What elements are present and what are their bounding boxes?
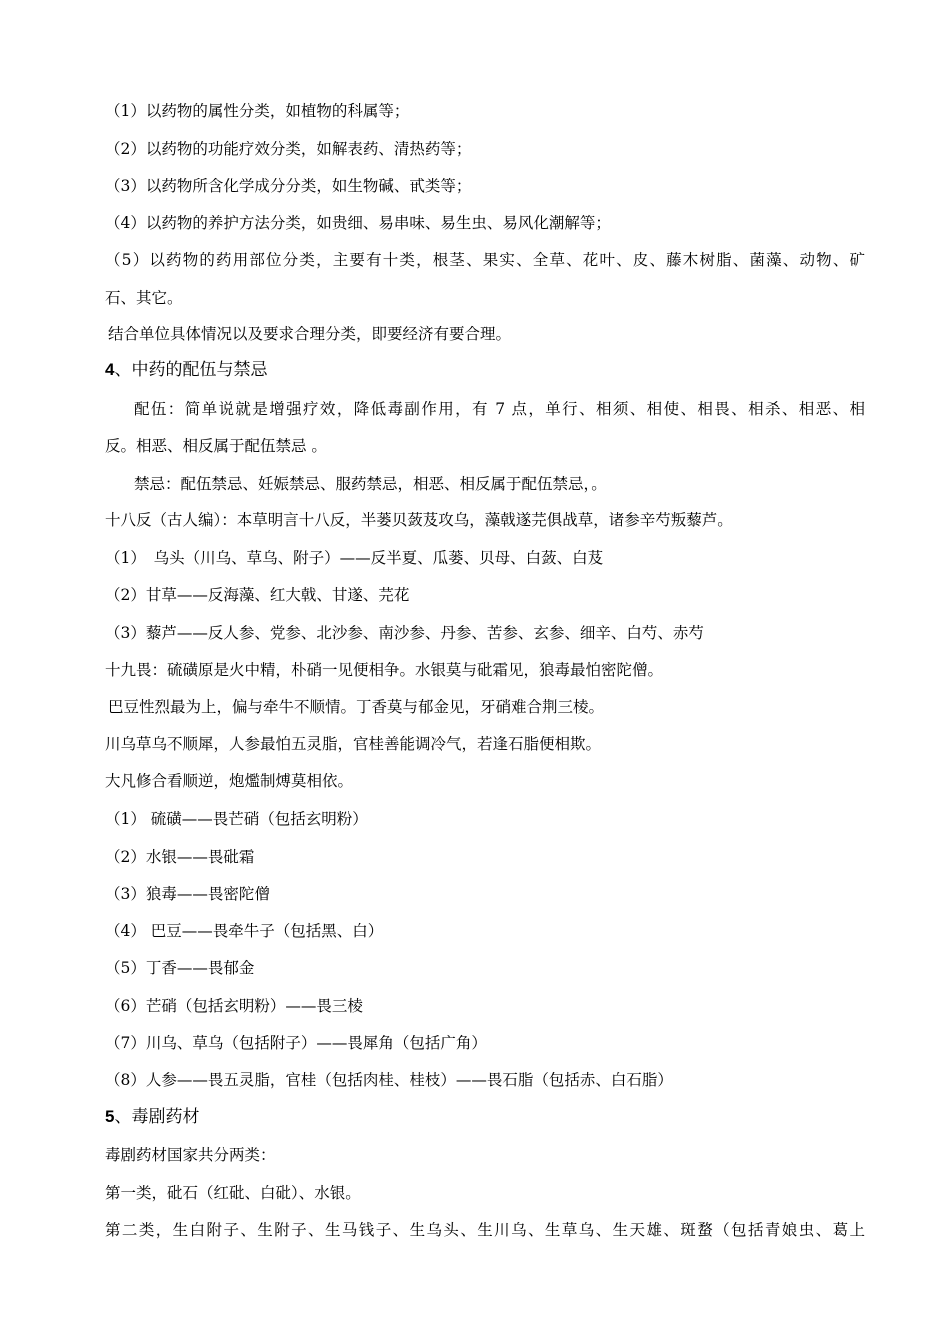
paragraph: 十八反（古人编）：本草明言十八反，半蒌贝蔹芨攻乌，藻戟遂芫俱战草，诸参辛芍叛藜芦。 [105,511,733,529]
list-item: （3）以药物所含化学成分分类，如生物碱、甙类等； [105,177,472,195]
section-title: 、毒剧药材 [114,1107,200,1127]
paragraph: 大凡修合看顺逆，炮爁制煿莫相依。 [105,772,354,790]
list-item: （6）芒硝（包括玄明粉）——畏三棱 [105,997,363,1015]
paragraph: 配伍：简单说就是增强疗效，降低毒副作用，有 7 点，单行、相须、相使、相畏、相杀、相恶、相 [134,400,866,418]
paragraph: 川乌草乌不顺犀，人参最怕五灵脂，官桂善能调冷气，若逢石脂便相欺。 [105,735,602,753]
list-item: （2）以药物的功能疗效分类，如解表药、清热药等； [105,140,472,158]
list-item: （2）甘草——反海藻、红大戟、甘遂、芫花 [105,586,410,604]
list-item: （1）以药物的属性分类，如植物的科属等； [105,102,410,120]
list-item: （5）丁香——畏郁金 [105,959,255,977]
list-item: （3）藜芦——反人参、党参、北沙参、南沙参、丹参、苦参、玄参、细辛、白芍、赤芍 [105,624,704,642]
paragraph: 巴豆性烈最为上，偏与牵牛不顺情。丁香莫与郁金见，牙硝难合荆三棱。 [108,698,605,716]
paragraph: 毒剧药材国家共分两类： [105,1146,276,1164]
paragraph-continuation: 反。相恶、相反属于配伍禁忌 。 [105,437,327,455]
list-item: （1） 硫磺——畏芒硝（包括玄明粉） [105,810,368,828]
section-number: 4 [105,360,115,379]
list-item: （1） 乌头（川乌、草乌、附子）——反半夏、瓜蒌、贝母、白蔹、白芨 [105,549,604,567]
paragraph: 十九畏：硫磺原是火中精，朴硝一见便相争。水银莫与砒霜见，狼毒最怕密陀僧。 [105,661,664,679]
list-item: （8）人参——畏五灵脂，官桂（包括肉桂、桂枝）——畏石脂（包括赤、白石脂） [105,1071,673,1089]
list-item: （4） 巴豆——畏牵牛子（包括黑、白） [105,922,384,940]
section-number: 5 [105,1107,115,1126]
section-heading [105,359,267,381]
section-heading [105,1106,199,1128]
paragraph: 第二类，生白附子、生附子、生马钱子、生乌头、生川乌、生草乌、生天雄、斑蝥（包括青娘虫、葛上 [105,1221,865,1239]
list-item: （2）水银——畏砒霜 [105,848,255,866]
list-item: （4）以药物的养护方法分类，如贵细、易串味、易生虫、易风化潮解等； [105,214,611,232]
paragraph: 第一类，砒石（红砒、白砒）、水银。 [105,1184,361,1202]
paragraph-continuation: 石、其它。 [105,289,183,307]
list-item: （5）以药物的药用部位分类，主要有十类，根茎、果实、全草、花叶、皮、藤木树脂、菌藻、动物、矿 [105,251,865,269]
list-item: （3）狼毒——畏密陀僧 [105,885,270,903]
paragraph: 禁忌：配伍禁忌、妊娠禁忌、服药禁忌，相恶、相反属于配伍禁忌，。 [134,475,607,493]
list-item: （7）川乌、草乌（包括附子）——畏犀角（包括广角） [105,1034,487,1052]
section-title: 、中药的配伍与禁忌 [114,360,268,380]
paragraph: 结合单位具体情况以及要求合理分类，即要经济有要合理。 [108,325,512,343]
